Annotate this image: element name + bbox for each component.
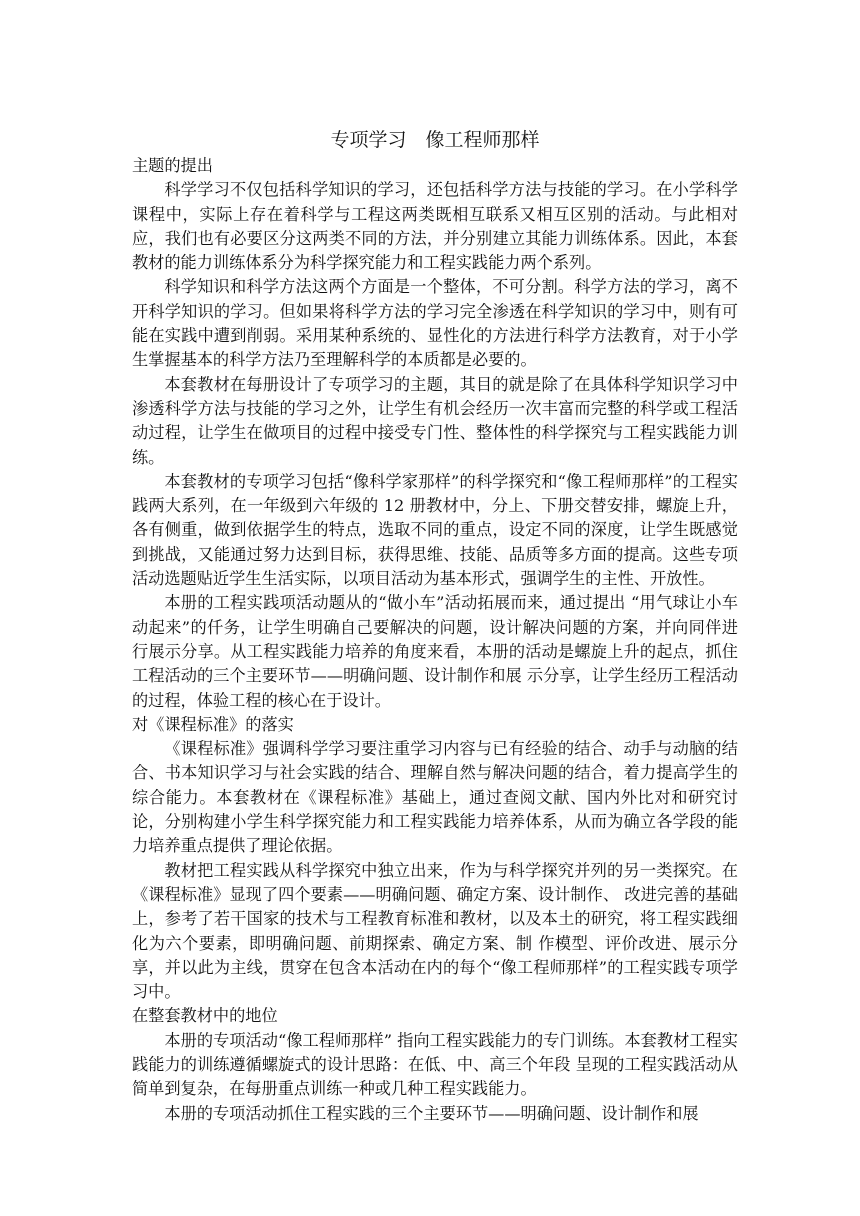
document-page	[132, 126, 738, 1126]
section-heading: 对《课程标准》的落实	[132, 714, 294, 734]
section-heading: 主题的提出	[132, 156, 213, 175]
paragraph: 本册的专项活动“像工程师那样” 指向工程实践能力的专门训练。本套教材工程实践能力的训练遵循螺旋式的设计思路：在低、中、高三个年段 呈现的工程实践活动从简单到复杂，在每册重点训练一种或几种工程实践能力。	[132, 1030, 738, 1099]
paragraph: 《课程标准》强调科学学习要注重学习内容与已有经验的结合、动手与动脑的结合、书本知识学习与社会实践的结合、理解自然与解决问题的结合，着力提高学生的综合能力。本套教材在《课程标准》基础上，通过查阅文献、国内外比对和研究讨论，分别构建小学生科学探究能力和工程实践能力培养体系，从而为确立各学段的能力培养重点提供了理论依据。	[132, 739, 738, 856]
paragraph: 科学知识和科学方法这两个方面是一个整体，不可分割。科学方法的学习，离不开科学知识的学习。但如果将科学方法的学习完全渗透在科学知识的学习中，则有可能在实践中遭到削弱。采用某种系统的、显性化的方法进行科学方法教育，对于小学生掌握基本的科学方法乃至理解科学的本质都是必要的。	[132, 277, 738, 370]
section-curriculum-standard	[132, 713, 738, 1005]
paragraph: 本册的专项活动抓住工程实践的三个主要环节——明确问题、设计制作和展	[164, 1103, 699, 1123]
section-topic-proposal	[132, 154, 738, 713]
paragraph: 科学学习不仅包括科学知识的学习，还包括科学方法与技能的学习。在小学科学课程中，实际上存在着科学与工程这两类既相互联系又相互区别的活动。与此相对应，我们也有必要区分这两类不同的方法，并分别建立其能力训练体系。因此，本套教材的能力训练体系分为科学探究能力和工程实践能力两个系列。	[132, 180, 738, 273]
paragraph: 本册的工程实践项活动题从的“做小车”活动拓展而来，通过提出 “用气球让小车动起来”的仟务，让学生明确自己要解决的问题，设计解决问题的方案，并向同伴进行展示分享。从工程实践能力培养的角度来看，本册的活动是螺旋上升的起点，抓住工程活动的三个主要环节——明确问题、设计制作和展 示分享，让学生经历工程活动的过程，体验工程的核心在于设计。	[132, 593, 738, 710]
section-heading: 在整套教材中的地位	[132, 1006, 278, 1026]
paragraph: 教材把工程实践从科学探究中独立出来，作为与科学探究并列的另一类探究。在《课程标准》显现了四个要素——明确问题、确定方案、设计制作、 改进完善的基础上，参考了若干国家的技术与工程教育标准和教材，以及本土的研究，将工程实践细化为六个要素，即明确问题、前期探索、确定方案、制 作模型、评价改进、展示分享，并以此为主线，贯穿在包含本活动在内的每个“像工程师那样”的工程实践专项学习中。	[132, 860, 738, 1002]
section-position-in-textbook	[132, 1004, 738, 1125]
paragraph: 本套教材的专项学习包括“像科学家那样”的科学探究和“像工程师那样”的工程实践两大系列，在一年级到六年级的 12 册教材中，分上、下册交替安排，螺旋上升，各有侧重，做到依据学生的特点，选取不同的重点，设定不同的深度，让学生既感觉到挑战，又能通过努力达到目标，获得思维、技能、品质等多方面的提高。这些专项活动选题贴近学生生活实际，以项目活动为基本形式，强调学生的主性、开放性。	[132, 471, 738, 589]
paragraph: 本套教材在每册设计了专项学习的主题，其目的就是除了在具体科学知识学习中渗透科学方法与技能的学习之外，让学生有机会经历一次丰富而完整的科学或工程活动过程，让学生在做项目的过程中接受专门性、整体性的科学探究与工程实践能力训练。	[132, 374, 738, 467]
document-title: 专项学习 像工程师那样	[330, 129, 540, 151]
